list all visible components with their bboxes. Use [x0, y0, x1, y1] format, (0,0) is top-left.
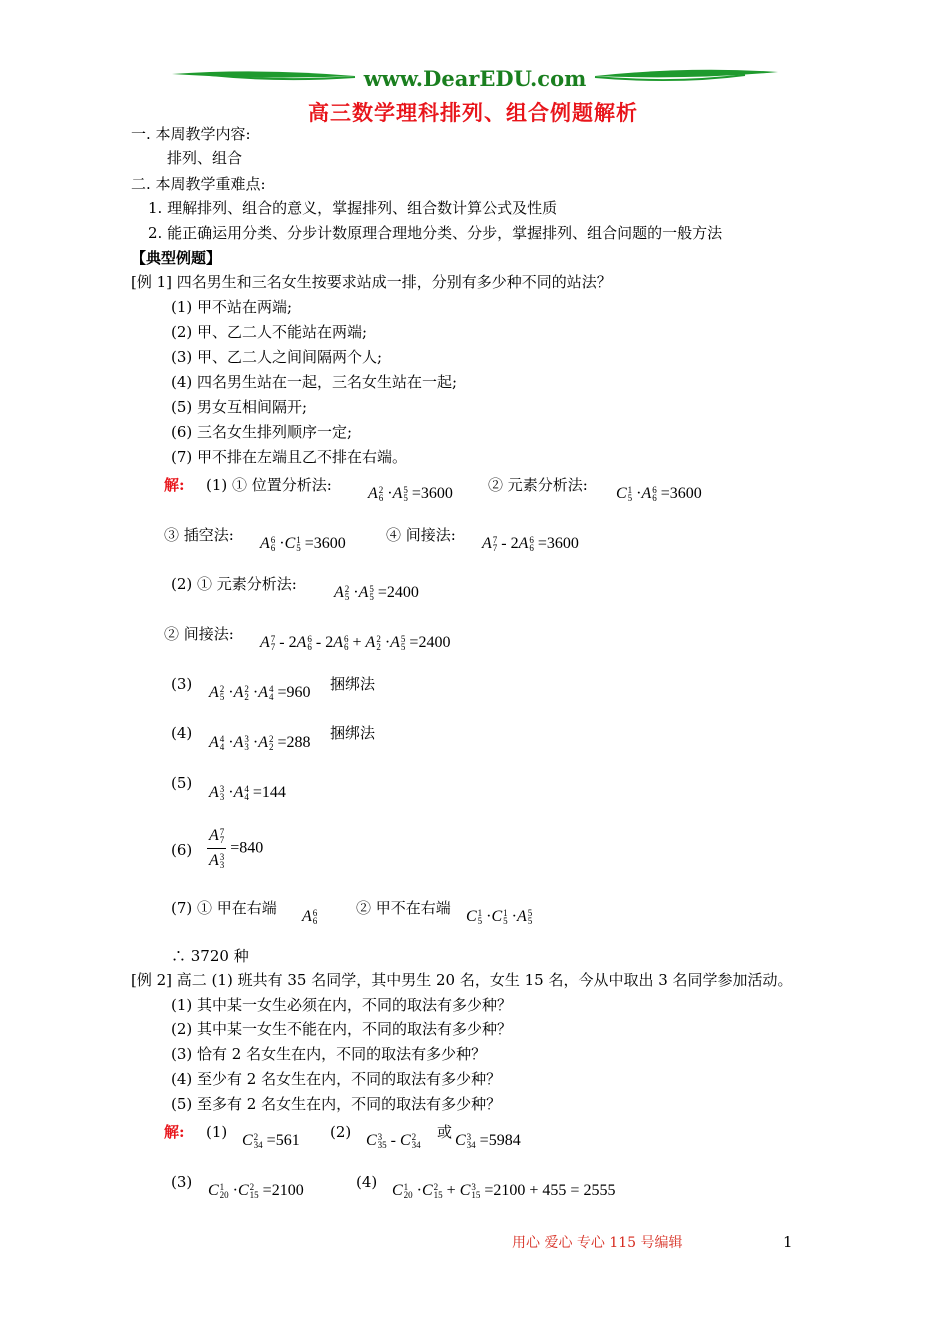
- ex2-s1-value: =561: [266, 1132, 300, 1149]
- ex1-s1-method4-label: ④ 间接法:: [386, 526, 456, 544]
- ex2-s4-formula: C 1 20 ·C 2 15 + C 3 15 =2100 + 455 = 2555: [392, 1182, 616, 1201]
- example2-solution-label: 解:: [164, 1123, 185, 1141]
- ex2-s2-formula: C 3 35 - C 2 34: [366, 1132, 421, 1151]
- ex1-s1-method4-formula: A 7 7 - 2A 6 6 =3600: [482, 535, 579, 554]
- ex1-s1-m1-value: =3600: [411, 485, 453, 502]
- ex1-therefore: ∴ 3720 种: [171, 947, 249, 965]
- example2-item-3: (3) 恰有 2 名女生在内，不同的取法有多少种？: [171, 1045, 487, 1063]
- ex2-s4-label: (4): [356, 1173, 378, 1191]
- ex1-s7-method1-label: (7) ① 甲在右端: [171, 899, 277, 917]
- ex1-s3-label: (3): [171, 675, 193, 693]
- section2-point-2: 2. 能正确运用分类、分步计数原理合理地分类、分步，掌握排列、组合问题的一般方法: [148, 224, 723, 242]
- ex2-s1-formula: C 2 34 =561: [242, 1132, 300, 1151]
- ex1-s2-method1-formula: A 2 5 ·A 5 5 =2400: [334, 584, 419, 603]
- ex1-s1-method2-label: ② 元素分析法:: [488, 476, 588, 494]
- ex2-s1-label: (1): [206, 1123, 228, 1141]
- ex1-s2-method2-label: ② 间接法:: [164, 625, 234, 643]
- ex1-s2-m2-value: =2400: [409, 634, 451, 651]
- ex2-s4-value: =2100 + 455 = 2555: [484, 1182, 616, 1199]
- ex1-s4-label: (4): [171, 724, 193, 742]
- ex1-s7-method2-formula: C 1 5 ·C 1 5 ·A 5 5: [466, 908, 533, 927]
- ex1-s5-label: (5): [171, 774, 193, 792]
- ex2-s2-label: (2): [330, 1123, 352, 1141]
- ex2-s3-label: (3): [171, 1173, 193, 1191]
- example2-item-2: (2) 其中某一女生不能在内，不同的取法有多少种？: [171, 1020, 513, 1038]
- ex1-s2-method1-label: (2) ① 元素分析法:: [171, 575, 297, 593]
- example1-prompt: [例 1] 四名男生和三名女生按要求站成一排，分别有多少种不同的站法？: [131, 273, 612, 291]
- ex2-s3-value: =2100: [262, 1182, 304, 1199]
- ex1-s6-fraction: A 7 7 A 3 3: [209, 827, 225, 871]
- example1-item-5: (5) 男女互相间隔开;: [171, 398, 308, 416]
- ex1-s2-method2-formula: A 7 7 - 2A 6 6 - 2A 6 6 + A 2 2 ·A 5 5 =2400: [260, 634, 451, 653]
- logo-text: www.DearEDU.com: [363, 66, 587, 91]
- ex1-s1-m2-value: =3600: [660, 485, 702, 502]
- section2-point-1: 1. 理解排列、组合的意义，掌握排列、组合数计算公式及性质: [148, 199, 558, 217]
- ex1-s4-value: =288: [277, 734, 311, 751]
- example1-item-4: (4) 四名男生站在一起，三名女生站在一起;: [171, 373, 458, 391]
- section1-content: 排列、组合: [167, 149, 243, 167]
- section1-heading: 一. 本周教学内容:: [131, 125, 251, 143]
- ex1-s1-m4-value: =3600: [537, 535, 579, 552]
- page-number: 1: [783, 1233, 793, 1251]
- ex2-s2-formula-alt: C 3 34 =5984: [455, 1132, 521, 1151]
- example1-item-2: (2) 甲、乙二人不能站在两端;: [171, 323, 368, 341]
- ex1-s3-value: =960: [277, 684, 311, 701]
- ex1-s1-method2-formula: C 1 5 ·A 6 6 =3600: [616, 485, 702, 504]
- ex1-s4-note: 捆绑法: [330, 724, 376, 742]
- ex2-s2-or: 或: [437, 1123, 453, 1141]
- page-title: 高三数学理科排列、组合例题解析: [308, 100, 638, 125]
- example1-item-3: (3) 甲、乙二人之间间隔两个人;: [171, 348, 383, 366]
- ex1-s5-value: =144: [252, 784, 286, 801]
- ex1-s6-formula: [207, 826, 263, 871]
- ex1-s3-note: 捆绑法: [330, 675, 376, 693]
- site-logo: [170, 62, 780, 92]
- ex2-s2-value: =5984: [479, 1132, 521, 1149]
- ex1-s2-m1-value: =2400: [377, 584, 419, 601]
- example2-item-4: (4) 至少有 2 名女生在内，不同的取法有多少种？: [171, 1070, 502, 1088]
- example1-solution-label: 解:: [164, 476, 185, 494]
- ex1-s1-method3-label: ③ 插空法:: [164, 526, 234, 544]
- ex1-s7-method1-formula: A 6 6: [302, 908, 318, 927]
- example2-item-1: (1) 其中某一女生必须在内，不同的取法有多少种？: [171, 996, 513, 1014]
- example1-item-7: (7) 甲不排在左端且乙不排在右端。: [171, 448, 408, 466]
- example1-item-1: (1) 甲不站在两端;: [171, 298, 293, 316]
- ex1-s1-m3-value: =3600: [304, 535, 346, 552]
- ex2-s3-formula: C 1 20 ·C 2 15 =2100: [208, 1182, 304, 1201]
- ex1-s6-label: (6): [171, 841, 193, 859]
- ex1-s1-method1-label: (1) ① 位置分析法:: [206, 476, 332, 494]
- ex1-s1-method3-formula: A 6 6 ·C 1 5 =3600: [260, 535, 346, 554]
- ex1-s1-method1-formula: A 2 6 ·A 5 5 =3600: [368, 485, 453, 504]
- section2-heading: 二. 本周教学重难点:: [131, 175, 266, 193]
- example1-item-6: (6) 三名女生排列顺序一定;: [171, 423, 353, 441]
- example2-prompt: [例 2] 高二 (1) 班共有 35 名同学，其中男生 20 名，女生 15 名，今从中取出 3 名同学参加活动。: [131, 971, 793, 989]
- ex1-s4-formula: A 4 4 ·A 3 3 ·A 2 2 =288: [209, 734, 311, 753]
- ex1-s6-value: =840: [230, 839, 264, 857]
- ex1-s7-method2-label: ② 甲不在右端: [356, 899, 451, 917]
- footer-text: 用心 爱心 专心 115 号编辑: [512, 1235, 683, 1251]
- example2-item-5: (5) 至多有 2 名女生在内，不同的取法有多少种？: [171, 1095, 502, 1113]
- typical-examples-label: 【典型例题】: [131, 249, 222, 267]
- ex1-s5-formula: A 3 3 ·A 4 4 =144: [209, 784, 286, 803]
- ex1-s3-formula: A 2 5 ·A 2 2 ·A 4 4 =960: [209, 684, 311, 703]
